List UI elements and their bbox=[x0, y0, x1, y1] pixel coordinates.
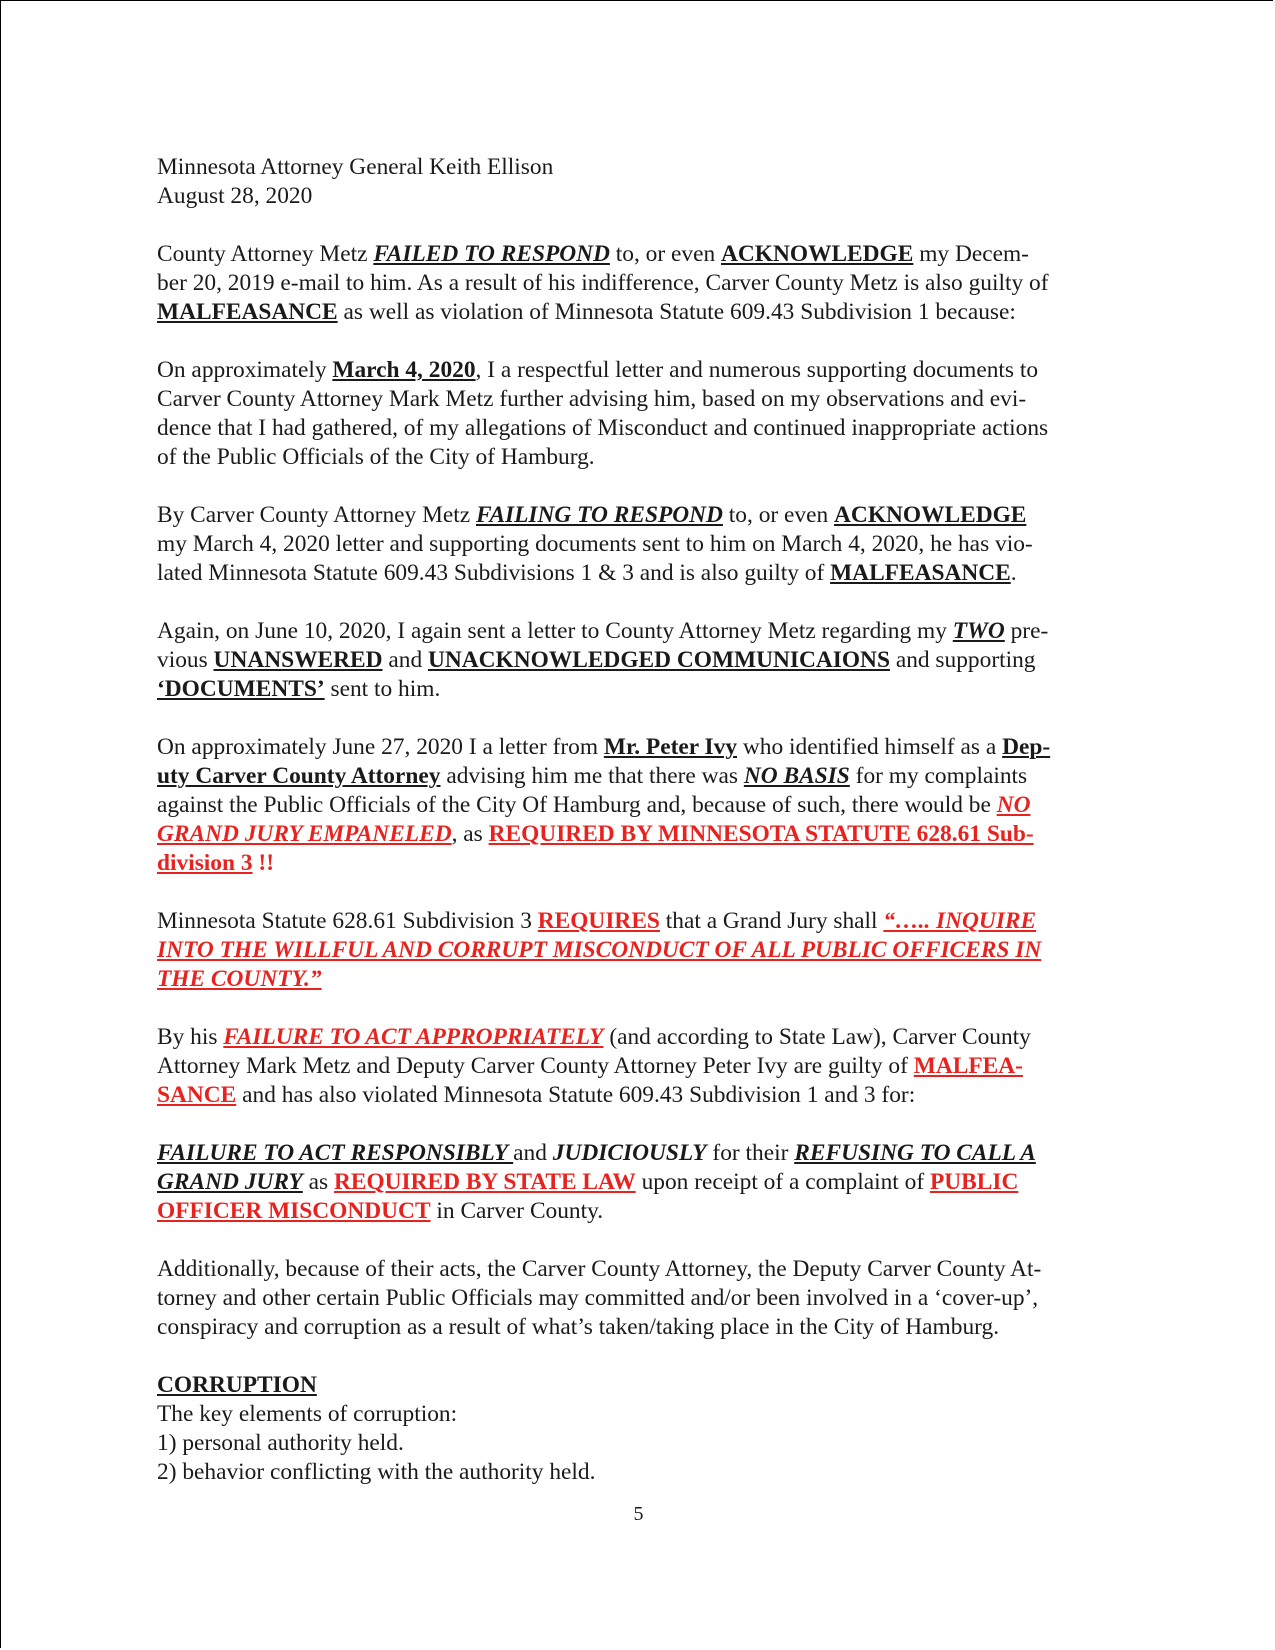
date-line: August 28, 2020 bbox=[157, 183, 313, 209]
emphasis-no-basis: NO BASIS bbox=[743, 763, 850, 789]
text-run: sent to him. bbox=[324, 676, 441, 702]
exclamation: !! bbox=[252, 850, 274, 876]
text-run: On approximately June 27, 2020 I a letter from bbox=[157, 734, 604, 760]
emphasis-refusing: REFUSING TO CALL A bbox=[794, 1140, 1036, 1166]
emphasis-deputy: Dep- bbox=[1002, 734, 1051, 760]
text-line: conspiracy and corruption as a result of what’s taken/taking place in the City of Hamburg. bbox=[157, 1314, 1000, 1340]
emphasis-peter-ivy: Mr. Peter Ivy bbox=[603, 734, 738, 760]
emphasis-refusing: GRAND JURY bbox=[157, 1169, 303, 1195]
emphasis-public-officer: PUBLIC bbox=[929, 1169, 1019, 1195]
text-run: upon receipt of a complaint of bbox=[635, 1169, 930, 1195]
text-run: , as bbox=[451, 821, 489, 847]
emphasis-failure-to-act: FAILURE TO ACT APPROPRIATELY bbox=[223, 1024, 604, 1050]
text-run: my Decem- bbox=[913, 241, 1029, 267]
paragraph-8 bbox=[157, 1139, 1117, 1226]
emphasis-deputy: uty Carver County Attorney bbox=[157, 763, 441, 789]
page-number: 5 bbox=[633, 1503, 644, 1525]
emphasis-unanswered: UNANSWERED bbox=[213, 647, 383, 673]
text-line: my March 4, 2020 letter and supporting documents sent to him on March 4, 2020, he has vio- bbox=[157, 531, 1033, 557]
emphasis-required-statute: division 3 bbox=[157, 850, 253, 876]
paragraph-7 bbox=[157, 1023, 1117, 1110]
text-run: Again, on June 10, 2020, I again sent a letter to County Attorney Metz regarding my bbox=[157, 618, 953, 644]
text-run: for my complaints bbox=[849, 763, 1028, 789]
text-run: Attorney Mark Metz and Deputy Carver County Attorney Peter Ivy are guilty of bbox=[157, 1053, 914, 1079]
list-item: 1) personal authority held. bbox=[157, 1430, 404, 1456]
paragraph-1 bbox=[157, 240, 1117, 327]
text-run: vious bbox=[157, 647, 214, 673]
emphasis-public-officer: OFFICER MISCONDUCT bbox=[157, 1198, 431, 1224]
text-line: torney and other certain Public Officials may committed and/or been involved in a ‘cover-up’, bbox=[157, 1285, 1039, 1311]
emphasis-malfeasance: MALFEA- bbox=[913, 1053, 1023, 1079]
letter-header bbox=[157, 153, 1117, 211]
text-line: Additionally, because of their acts, the Carver County Attorney, the Deputy Carver County At- bbox=[157, 1256, 1042, 1282]
text-run: who identified himself as a bbox=[737, 734, 1003, 760]
paragraph-5 bbox=[157, 733, 1117, 878]
list-item: 2) behavior conflicting with the authority held. bbox=[157, 1459, 596, 1485]
text-run: , I a respectful letter and numerous supporting documents to bbox=[475, 357, 1039, 383]
paragraph-9 bbox=[157, 1255, 1117, 1342]
emphasis-malfeasance: SANCE bbox=[157, 1082, 237, 1108]
text-run: By his bbox=[157, 1024, 224, 1050]
section-intro: The key elements of corruption: bbox=[157, 1401, 458, 1427]
statute-quote: “….. INQUIRE bbox=[883, 908, 1037, 934]
text-run: and has also violated Minnesota Statute 609.43 Subdivision 1 and 3 for: bbox=[236, 1082, 916, 1108]
emphasis-failing-to-respond: FAILING TO RESPOND bbox=[475, 502, 723, 528]
emphasis-judiciously: JUDICIOUSLY bbox=[552, 1140, 707, 1166]
emphasis-acknowledge: ACKNOWLEDGE bbox=[721, 241, 914, 267]
emphasis-requires: REQUIRES bbox=[537, 908, 660, 934]
text-run: . bbox=[1010, 560, 1017, 586]
text-run: to, or even bbox=[609, 241, 721, 267]
text-run: to, or even bbox=[722, 502, 835, 528]
text-run: advising him me that there was bbox=[440, 763, 744, 789]
emphasis-malfeasance: MALFEASANCE bbox=[830, 560, 1011, 586]
emphasis-failure-responsibly: FAILURE TO ACT RESPONSIBLY bbox=[157, 1140, 514, 1166]
statute-quote: THE COUNTY.” bbox=[157, 966, 322, 992]
letter-body bbox=[157, 153, 1117, 1487]
text-run: By Carver County Attorney Metz bbox=[157, 502, 476, 528]
section-heading: CORRUPTION bbox=[157, 1372, 317, 1398]
text-run: as well as violation of Minnesota Statute 609.43 Subdivision 1 because: bbox=[337, 299, 1016, 325]
text-run: Minnesota Statute 628.61 Subdivision 3 bbox=[157, 908, 538, 934]
text-run: lated Minnesota Statute 609.43 Subdivisions 1 & 3 and is also guilty of bbox=[157, 560, 831, 586]
corruption-section bbox=[157, 1371, 1117, 1487]
emphasis-no-grand-jury: GRAND JURY EMPANELED bbox=[157, 821, 452, 847]
emphasis-date: March 4, 2020 bbox=[332, 357, 476, 383]
emphasis-required-state-law: REQUIRED BY STATE LAW bbox=[333, 1169, 636, 1195]
paragraph-6 bbox=[157, 907, 1117, 994]
text-line: dence that I had gathered, of my allegations of Misconduct and continued inappropriate actions bbox=[157, 415, 1049, 441]
paragraph-4 bbox=[157, 617, 1117, 704]
emphasis-acknowledge: ACKNOWLEDGE bbox=[834, 502, 1027, 528]
text-run: against the Public Officials of the City Of Hamburg and, because of such, there would be bbox=[157, 792, 997, 818]
text-run: and supporting bbox=[889, 647, 1036, 673]
text-run: in Carver County. bbox=[430, 1198, 604, 1224]
recipient-line: Minnesota Attorney General Keith Ellison bbox=[157, 154, 554, 180]
emphasis-documents: ‘DOCUMENTS’ bbox=[157, 676, 325, 702]
statute-quote: INTO THE WILLFUL AND CORRUPT MISCONDUCT OF ALL PUBLIC OFFICERS IN bbox=[157, 937, 1042, 963]
text-run: County Attorney Metz bbox=[157, 241, 374, 267]
emphasis-failed-to-respond: FAILED TO RESPOND bbox=[373, 241, 610, 267]
emphasis-no-grand-jury: NO bbox=[996, 792, 1031, 818]
text-line: ber 20, 2019 e-mail to him. As a result of his indifference, Carver County Metz is also guilty of bbox=[157, 270, 1049, 296]
text-run: as bbox=[302, 1169, 334, 1195]
emphasis-unacknowledged: UNACKNOWLEDGED COMMUNICAIONS bbox=[427, 647, 890, 673]
text-run: On approximately bbox=[157, 357, 333, 383]
paragraph-3 bbox=[157, 501, 1117, 588]
emphasis-two: TWO bbox=[952, 618, 1005, 644]
text-run: and bbox=[382, 647, 428, 673]
text-run: that a Grand Jury shall bbox=[659, 908, 884, 934]
emphasis-required-statute: REQUIRED BY MINNESOTA STATUTE 628.61 Sub- bbox=[488, 821, 1034, 847]
text-line: Carver County Attorney Mark Metz further advising him, based on my observations and evi- bbox=[157, 386, 1027, 412]
text-run: for their bbox=[706, 1140, 795, 1166]
text-line: of the Public Officials of the City of Hamburg. bbox=[157, 444, 595, 470]
text-run: (and according to State Law), Carver County bbox=[603, 1024, 1031, 1050]
paragraph-2 bbox=[157, 356, 1117, 472]
emphasis-malfeasance: MALFEASANCE bbox=[157, 299, 338, 325]
text-run: pre- bbox=[1004, 618, 1049, 644]
text-run: and bbox=[513, 1140, 553, 1166]
